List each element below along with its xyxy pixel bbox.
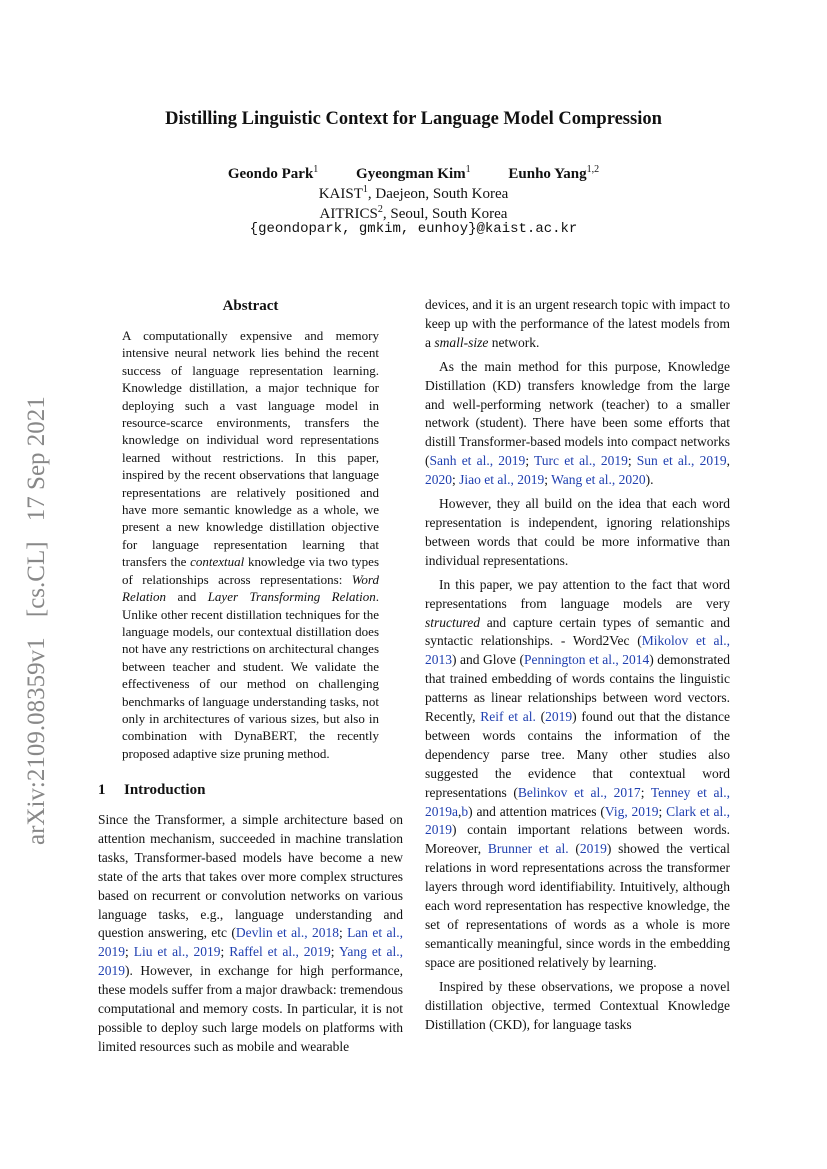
- citation-link[interactable]: Devlin et al., 2018: [235, 925, 339, 941]
- citation-link[interactable]: 2019: [545, 709, 573, 725]
- author-2: Gyeongman Kim$^1$: [356, 164, 471, 182]
- citation-link[interactable]: Reif et al.: [480, 709, 536, 725]
- arxiv-category: [cs.CL]: [23, 541, 50, 618]
- abstract-body: A computationally expensive and memory intensive neural network lies behind the recent success of language representation learning. Knowledge distillation, a major technique for deploying such a vast language model in resource-scarce environments, transfers the knowledge on individual word representations learned without restrictions. In this paper, inspired by the recent observations that language representations are relatively positioned and have more semantic knowledge as a whole, we present a new knowledge distillation objective for language representation learning that transfers the contextual knowledge via two types of relationships across representations: Word Relation and Layer Transforming Relation. Unlike other recent distillation techniques for the language models, our contextual distillation does not have any restrictions on architectural changes between teacher and student. We validate the effectiveness of our method on challenging benchmarks of language understanding tasks, not only in architectures of various sizes, but also in combination with DynaBERT, the recently proposed adaptive size pruning method.: [122, 328, 380, 761]
- citation-link[interactable]: Belinkov et al., 2017: [517, 784, 641, 800]
- intro-paragraph-kd: As the main method for this purpose, Knowledge Distillation (KD) transfers knowledge from the large and well-performing network (teacher) to a smaller network (student). There have been some efforts that distill Transformer-based models into compact networks (Sanh et al., 2019; Turc et al., 2019; Sun et al., 2019, 2020; Jiao et al., 2019; Wang et al., 2020).: [425, 358, 730, 488]
- citation-link[interactable]: Wang et al., 2020: [551, 472, 646, 488]
- citation-link[interactable]: Sanh et al., 2019: [429, 453, 526, 469]
- citation-link[interactable]: 2020: [425, 472, 452, 488]
- left-column-body: [98, 811, 403, 1057]
- arxiv-id: arXiv:2109.08359v1: [23, 637, 50, 845]
- citation-link[interactable]: Clark et al., 2019: [425, 803, 730, 838]
- intro-paragraph-however: However, they all build on the idea that each word representation is independent, ignoring relationships between words that could be more informative than individual representations.: [425, 496, 730, 568]
- author-1: Geondo Park$^1$: [227, 164, 319, 182]
- arxiv-side-stamp: [22, 365, 52, 845]
- intro-paragraph-1: Since the Transformer, a simple architecture based on attention mechanism, succeeded in machine translation tasks, Transformer-based models have become a new state of the arts that takes over more complex structures based on recurrent or convolution networks on various language tasks, e.g., language understanding and question answering, etc (Devlin et al., 2018; Lan et al., 2019; Liu et al., 2019; Raffel et al., 2019; Yang et al., 2019). However, in exchange for high performance, these models suffer from a major drawback: tremendous computational and memory costs. In particular, it is not possible to deploy such large models on platforms with limited resources such as mobile and wearable: [98, 812, 403, 1054]
- citation-link[interactable]: Vig, 2019: [604, 803, 659, 819]
- citation-link[interactable]: Tenney et al., 2019a: [425, 784, 731, 819]
- intro-paragraph-continued: devices, and it is an urgent research topic with impact to keep up with the performance of the latest models from a small-size network.: [425, 297, 730, 350]
- author-3: Eunho Yang$^{1,2}$: [508, 164, 600, 182]
- intro-paragraph-structured: In this paper, we pay attention to the fact that word representations from language models are very structured and capture certain types of semantic and syntactic relationships. - Word2Vec (Mikolov et al., 2013) and Glove (Pennington et al., 2014) demonstrated that trained embedding of words contains the linguistic patterns as linear relationships between word vectors. Recently, Reif et al. (2019) found out that the distance between words contains the information of the dependency parse tree. Many other studies also suggested the evidence that contextual word representations (Belinkov et al., 2017; Tenney et al., 2019a,b) and attention matrices (Vig, 2019; Clark et al., 2019) contain important relations between words. Moreover, Brunner et al. (2019) showed the vertical relations in word representations across the transformer layers through word identifiability. Intuitively, although each word representation has respective knowledge, the set of representations of words as a whole is more semantically meaningful, since words in the embedding space are positioned relatively by learning.: [425, 576, 731, 970]
- abstract-heading: Abstract: [222, 298, 279, 314]
- citation-link[interactable]: Raffel et al., 2019: [229, 944, 331, 960]
- citation-link[interactable]: Yang et al., 2019: [98, 944, 403, 979]
- citation-link[interactable]: Jiao et al., 2019: [459, 472, 545, 488]
- citation-link[interactable]: 2019: [579, 841, 607, 857]
- citation-link[interactable]: Mikolov et al., 2013: [425, 633, 730, 668]
- citation-link[interactable]: Lan et al., 2019: [98, 925, 403, 960]
- paper-title: Distilling Linguistic Context for Language Model Compression: [165, 109, 662, 129]
- citation-link[interactable]: Turc et al., 2019: [534, 453, 628, 469]
- citation-link[interactable]: Pennington et al., 2014: [524, 652, 650, 668]
- right-column-body: [425, 296, 730, 1034]
- author-emails: {geondopark, gmkim, eunhoy}@kaist.ac.kr: [249, 221, 578, 237]
- citation-link[interactable]: b: [461, 803, 469, 819]
- citation-link[interactable]: Brunner et al.: [487, 841, 569, 857]
- section-heading-introduction: 1 Introduction: [98, 782, 206, 798]
- citation-link[interactable]: Liu et al., 2019: [133, 944, 221, 960]
- affiliation-aitrics: AITRICS$^2$, Seoul, South Korea: [319, 204, 508, 222]
- affiliation-kaist: KAIST$^1$, Daejeon, South Korea: [318, 184, 509, 202]
- intro-paragraph-inspired: Inspired by these observations, we propose a novel distillation objective, termed Contextual Knowledge Distillation (CKD), for language tasks: [425, 978, 730, 1032]
- arxiv-date: 17 Sep 2021: [23, 396, 50, 522]
- citation-link[interactable]: Sun et al., 2019: [636, 453, 727, 469]
